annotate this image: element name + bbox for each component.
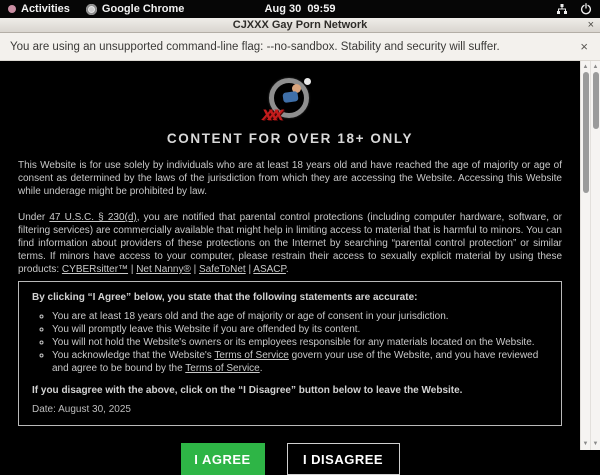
text-segment: You are at least 18 years old and the age of majority or age of consent in your jurisdiction.: [52, 311, 449, 322]
text-segment: |: [190, 264, 199, 275]
activities-indicator-icon: [8, 5, 16, 13]
scroll-down-icon[interactable]: ▼: [582, 441, 589, 447]
text-segment: You will not hold the Website's owners or its employees responsible for any materials located on the Website.: [52, 337, 535, 348]
terms-of-service-link[interactable]: Terms of Service: [185, 363, 260, 374]
cybersitter-link[interactable]: CYBERsitter™: [61, 264, 129, 275]
list-item: [52, 349, 548, 375]
chrome-infobar: [0, 33, 600, 61]
scroll-up-icon[interactable]: ▲: [582, 64, 589, 70]
text-segment: .: [259, 363, 263, 374]
scroll-down-icon[interactable]: ▼: [592, 441, 599, 447]
text-segment: govern your use of the Website, and you have reviewed and agree to be bound by the: [52, 350, 539, 374]
logo-dot-icon: [304, 78, 311, 85]
net-nanny-link[interactable]: Net Nanny®: [136, 264, 191, 275]
age-paragraph: This Website is for use solely by individuals who are at least 18 years old and have reached the age of majority or age of consent as determined by the laws of the jurisdiction from which they are accessing the Website. Accessing this Website while underage might be prohibited by law.: [18, 160, 562, 197]
inner-scrollbar-thumb[interactable]: [583, 72, 589, 193]
disagree-button[interactable]: I DISAGREE: [287, 443, 400, 475]
asacp-link[interactable]: ASACP: [253, 264, 286, 275]
safetonet-link[interactable]: SafeToNet: [198, 264, 246, 275]
text-segment: Under: [18, 212, 50, 223]
gnome-top-bar: [0, 0, 600, 18]
outer-scrollbar[interactable]: [590, 61, 600, 450]
logo-xxx-text: xxx: [262, 104, 279, 125]
list-item: [52, 336, 548, 349]
cjxxx-logo: [262, 76, 314, 125]
window-title-bar[interactable]: [0, 18, 600, 33]
usc-230d-link[interactable]: 47 U.S.C. § 230(d): [49, 212, 137, 223]
scroll-up-icon[interactable]: ▲: [592, 64, 599, 70]
parental-control-paragraph: [18, 211, 562, 276]
top-bar-left: [0, 3, 556, 15]
text-segment: .: [285, 264, 289, 275]
agreement-intro: By clicking “I Agree” below, you state that the following statements are accurate:: [32, 292, 418, 303]
outer-scrollbar-thumb[interactable]: [593, 72, 599, 129]
activities-button[interactable]: [8, 3, 70, 15]
agree-button[interactable]: I AGREE: [181, 443, 265, 475]
window-title: CJXXX Gay Porn Network: [232, 19, 368, 31]
text-segment: |: [128, 264, 137, 275]
app-menu-label: Google Chrome: [101, 3, 185, 15]
terms-of-service-link[interactable]: Terms of Service: [214, 350, 289, 361]
activities-label: Activities: [21, 3, 70, 15]
agreement-bullet-list: [32, 310, 548, 375]
infobar-message: You are using an unsupported command-line flag: --no-sandbox. Stability and security will suffer.: [10, 40, 500, 53]
disagree-note: If you disagree with the above, click on the “I Disagree” button below to leave the Website.: [32, 385, 463, 396]
date-line: Date: August 30, 2025: [32, 404, 131, 415]
window-close-button[interactable]: ×: [587, 19, 594, 31]
text-segment: You acknowledge that the Website's: [52, 350, 215, 361]
power-icon: [580, 3, 592, 15]
system-status-area[interactable]: [556, 3, 600, 15]
text-segment: |: [245, 264, 254, 275]
list-item: [52, 323, 548, 336]
inner-scrollbar[interactable]: [580, 61, 590, 450]
network-icon: [556, 3, 568, 15]
app-menu-button[interactable]: [86, 3, 185, 15]
page-content: [0, 61, 600, 467]
chrome-icon: [86, 4, 97, 15]
clock[interactable]: Aug 30 09:59: [264, 3, 336, 15]
text-segment: You will promptly leave this Website if you are offended by its content.: [52, 324, 361, 335]
page-title: CONTENT FOR OVER 18+ ONLY: [166, 131, 414, 146]
infobar-close-icon[interactable]: ×: [580, 39, 588, 54]
list-item: [52, 310, 548, 323]
text-segment: , you are notified that parental control protections (including computer hardware, software, or filtering services) are commercially available that might help in limiting access to material that is harmful to minors. You can find information about providers of these protections on the Internet by searching “parental control protection” or similar terms. If minors have access to your computer, please restrain their access to sexually explicit material by using these products:: [18, 212, 562, 275]
consent-buttons: [18, 443, 562, 475]
logo-figure-icon: [282, 91, 298, 103]
agreement-box: [18, 281, 562, 426]
